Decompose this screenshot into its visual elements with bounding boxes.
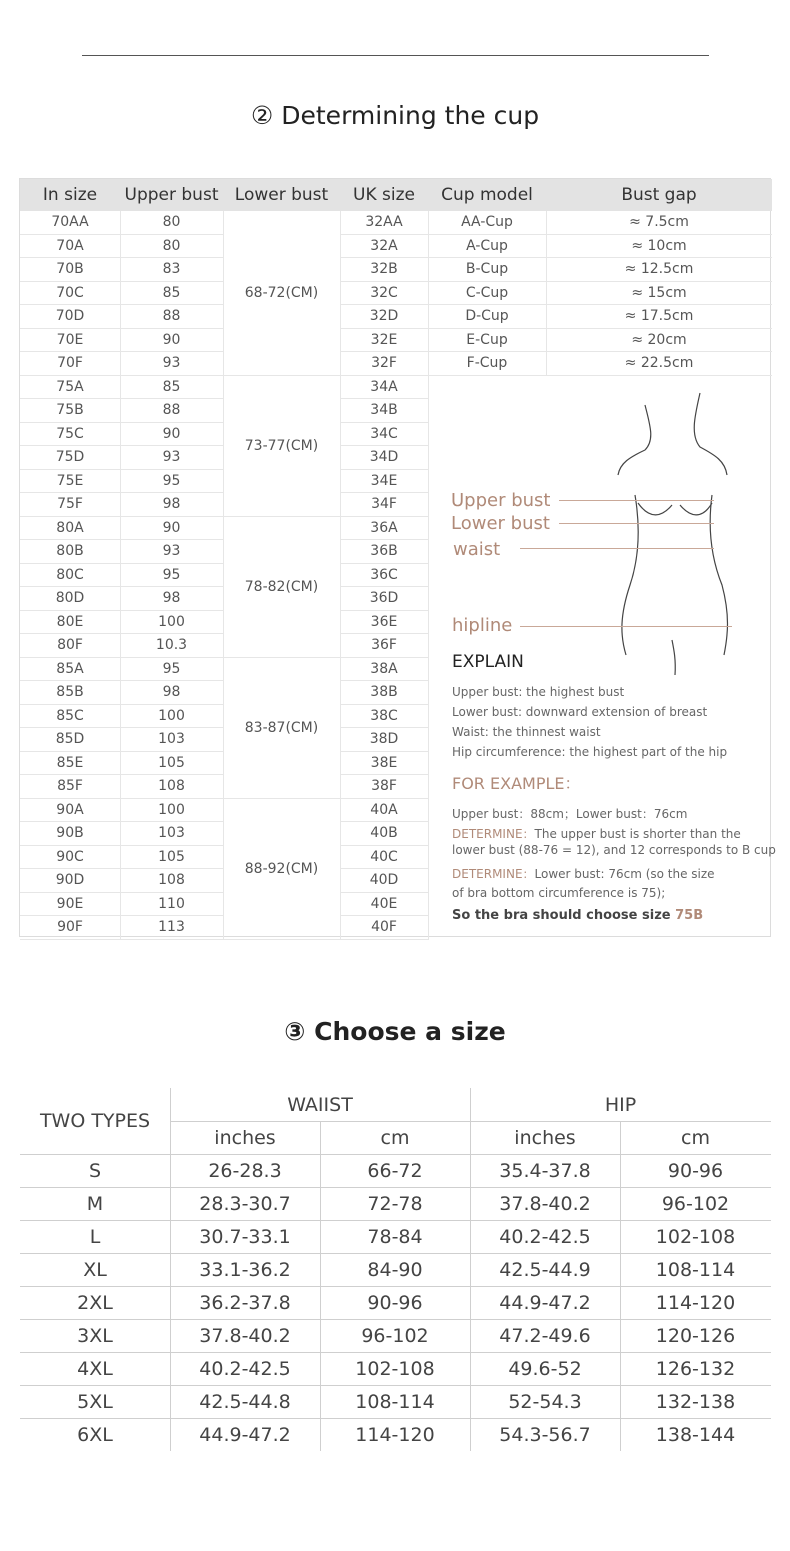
cup-table-cell: 103 — [120, 728, 223, 752]
sub-cm-header: cm — [380, 1126, 410, 1149]
cup-table-cell: 32D — [340, 305, 428, 329]
lower-bust-group: 68-72(CM) — [223, 211, 340, 376]
bust-gap-cell: ≈ 22.5cm — [546, 352, 772, 376]
top-divider — [82, 55, 709, 56]
cup-table-cell: 10.3 — [120, 634, 223, 658]
row-divider — [20, 1319, 771, 1320]
column-divider — [170, 1088, 171, 1451]
explain-line: Upper bust: the highest bust — [452, 685, 625, 699]
cup-table-cell: 70E — [20, 329, 120, 353]
cup-table-cell: 36B — [340, 540, 428, 564]
cup-table-cell: 90B — [20, 822, 120, 846]
waist-line — [520, 548, 714, 549]
cup-table-cell: 75E — [20, 470, 120, 494]
size-cell: 49.6-52 — [508, 1357, 582, 1380]
size-cell: 120-126 — [655, 1324, 736, 1347]
cup-table-cell: 32C — [340, 282, 428, 306]
size-cell: 26-28.3 — [208, 1159, 282, 1182]
size-cell: 54.3-56.7 — [499, 1423, 591, 1446]
cup-table-cell: 90C — [20, 846, 120, 870]
size-label: M — [86, 1192, 104, 1215]
size-cell: 42.5-44.8 — [199, 1390, 291, 1413]
cup-table-cell: 38F — [340, 775, 428, 799]
size-cell: 138-144 — [655, 1423, 736, 1446]
cup-table-cell: 70B — [20, 258, 120, 282]
size-cell: 40.2-42.5 — [199, 1357, 291, 1380]
cup-table-cell: 95 — [120, 564, 223, 588]
cup-table-cell: 85C — [20, 705, 120, 729]
lower-bust-line — [559, 523, 714, 524]
cup-table-cell: 40B — [340, 822, 428, 846]
lower-bust-group: 78-82(CM) — [223, 517, 340, 658]
size-cell: 96-102 — [661, 1192, 730, 1215]
cup-model-cell: C-Cup — [428, 282, 546, 306]
cup-table-cell: 70A — [20, 235, 120, 259]
size-label: L — [89, 1225, 101, 1248]
cup-table-cell: 36D — [340, 587, 428, 611]
sub-inches-header: inches — [214, 1126, 276, 1149]
header-upper-bust: Upper bust — [120, 179, 223, 211]
size-cell: 114-120 — [355, 1423, 435, 1446]
column-divider — [620, 1121, 621, 1451]
cup-table-cell: 40E — [340, 893, 428, 917]
cup-model-cell: E-Cup — [428, 329, 546, 353]
cup-model-cell: D-Cup — [428, 305, 546, 329]
size-cell: 114-120 — [655, 1291, 736, 1314]
row-divider — [20, 1352, 771, 1353]
cup-table-cell: 32E — [340, 329, 428, 353]
cup-table-cell: 75F — [20, 493, 120, 517]
cup-table-cell: 80C — [20, 564, 120, 588]
size-cell: 28.3-30.7 — [199, 1192, 291, 1215]
cup-table-cell: 98 — [120, 493, 223, 517]
cup-table-cell: 32A — [340, 235, 428, 259]
explain-line: Waist: the thinnest waist — [452, 725, 601, 739]
size-cell: 72-78 — [367, 1192, 423, 1215]
cup-table-cell: 80D — [20, 587, 120, 611]
size-cell: 108-114 — [655, 1258, 736, 1281]
conclusion-text: So the bra should choose size — [452, 908, 676, 923]
cup-table-cell: 34D — [340, 446, 428, 470]
cup-table-cell: 85B — [20, 681, 120, 705]
cup-table-cell: 90E — [20, 893, 120, 917]
lower-bust-group: 73-77(CM) — [223, 376, 340, 517]
cup-table-cell: 105 — [120, 752, 223, 776]
cup-table-cell: 38D — [340, 728, 428, 752]
size-label: S — [88, 1159, 102, 1182]
body-figure-illustration — [600, 385, 750, 685]
cup-table-cell: 85D — [20, 728, 120, 752]
size-cell: 132-138 — [655, 1390, 736, 1413]
size-cell: 90-96 — [367, 1291, 423, 1314]
row-divider — [20, 1220, 771, 1221]
cup-table-cell: 83 — [120, 258, 223, 282]
waist-header: WAIIST — [287, 1093, 353, 1116]
cup-table-cell: 85 — [120, 376, 223, 400]
determine-label: DETERMINE： — [452, 827, 535, 841]
size-label: XL — [83, 1258, 107, 1281]
cup-table-cell: 32B — [340, 258, 428, 282]
column-divider — [470, 1088, 471, 1451]
cup-table-cell: 93 — [120, 540, 223, 564]
explain-line: Lower bust: downward extension of breast — [452, 705, 708, 719]
cup-table-cell: 93 — [120, 446, 223, 470]
header-in-size: In size — [20, 179, 120, 211]
cup-table-cell: 103 — [120, 822, 223, 846]
determine-line-2a — [452, 865, 715, 882]
column-divider — [340, 211, 341, 940]
lower-bust-group: 83-87(CM) — [223, 658, 340, 799]
size-cell: 96-102 — [361, 1324, 429, 1347]
row-divider — [20, 1385, 771, 1386]
determine-line-2b: of bra bottom circumference is 75); — [452, 886, 666, 900]
cup-model-cell: B-Cup — [428, 258, 546, 282]
sub-cm-header: cm — [681, 1126, 710, 1149]
cup-table-cell: 70AA — [20, 211, 120, 235]
cup-table-cell: 80A — [20, 517, 120, 541]
size-cell: 90-96 — [667, 1159, 724, 1182]
cup-table-cell: 85F — [20, 775, 120, 799]
cup-table-cell: 95 — [120, 658, 223, 682]
cup-table-cell: 90F — [20, 916, 120, 940]
cup-table-cell: 75B — [20, 399, 120, 423]
bust-gap-cell: ≈ 12.5cm — [546, 258, 772, 282]
size-cell: 66-72 — [367, 1159, 423, 1182]
cup-table-cell: 98 — [120, 587, 223, 611]
cup-table-cell: 100 — [120, 799, 223, 823]
cup-table-cell: 38E — [340, 752, 428, 776]
cup-table-cell: 90D — [20, 869, 120, 893]
cup-table-cell: 80E — [20, 611, 120, 635]
size-label: 5XL — [77, 1390, 113, 1413]
row-divider — [20, 1418, 771, 1419]
cup-table-cell: 80 — [120, 235, 223, 259]
cup-table-cell: 32AA — [340, 211, 428, 235]
cup-table-cell: 80 — [120, 211, 223, 235]
cup-table-cell: 40D — [340, 869, 428, 893]
cup-table-cell: 105 — [120, 846, 223, 870]
cup-table-cell: 75A — [20, 376, 120, 400]
bust-gap-cell: ≈ 7.5cm — [546, 211, 772, 235]
section-title-cup: ② Determining the cup — [250, 101, 540, 130]
section-title-size: ③ Choose a size — [284, 1017, 506, 1046]
row-divider — [20, 1187, 771, 1188]
column-divider — [320, 1121, 321, 1451]
sub-inches-header: inches — [514, 1126, 576, 1149]
header-bust-gap: Bust gap — [546, 179, 772, 211]
cup-table-cell: 40F — [340, 916, 428, 940]
cup-table-cell: 38A — [340, 658, 428, 682]
cup-table-cell: 108 — [120, 775, 223, 799]
cup-table-cell: 85A — [20, 658, 120, 682]
cup-table-cell: 90 — [120, 423, 223, 447]
hip-header: HIP — [604, 1093, 637, 1116]
bust-gap-cell: ≈ 15cm — [546, 282, 772, 306]
cup-table-cell: 70F — [20, 352, 120, 376]
cup-table-cell: 34B — [340, 399, 428, 423]
column-divider — [120, 211, 121, 940]
cup-table-cell: 100 — [120, 611, 223, 635]
cup-table-cell: 36F — [340, 634, 428, 658]
cup-table-cell: 85 — [120, 282, 223, 306]
cup-table-cell: 38C — [340, 705, 428, 729]
lower-bust-group: 88-92(CM) — [223, 799, 340, 940]
explain-line: Hip circumference: the highest part of the hip — [452, 745, 728, 759]
cup-table-cell: 75C — [20, 423, 120, 447]
size-cell: 37.8-40.2 — [499, 1192, 591, 1215]
cup-table-cell: 70D — [20, 305, 120, 329]
size-label: 2XL — [77, 1291, 113, 1314]
size-cell: 44.9-47.2 — [199, 1423, 291, 1446]
cup-table-cell: 34A — [340, 376, 428, 400]
header-cup-model: Cup model — [428, 179, 546, 211]
cup-model-cell: A-Cup — [428, 235, 546, 259]
row-divider — [20, 1154, 771, 1155]
header-lower-bust: Lower bust — [223, 179, 340, 211]
size-cell: 33.1-36.2 — [199, 1258, 291, 1281]
conclusion — [452, 908, 703, 923]
label-lower-bust: Lower bust — [451, 513, 550, 534]
determine-text: Lower bust: 76cm (so the size — [534, 867, 715, 881]
cup-table-cell: 70C — [20, 282, 120, 306]
cup-table-cell: 85E — [20, 752, 120, 776]
cup-table-cell: 36C — [340, 564, 428, 588]
cup-table-cell: 36E — [340, 611, 428, 635]
cup-table-cell: 36A — [340, 517, 428, 541]
cup-table-cell: 93 — [120, 352, 223, 376]
cup-table-cell: 88 — [120, 399, 223, 423]
cup-table-cell: 34F — [340, 493, 428, 517]
size-cell: 30.7-33.1 — [199, 1225, 291, 1248]
size-cell: 126-132 — [655, 1357, 736, 1380]
example-line: Upper bust：88cm；Lower bust：76cm — [452, 807, 688, 821]
cup-table-cell: 113 — [120, 916, 223, 940]
size-cell: 102-108 — [655, 1225, 736, 1248]
column-divider — [223, 211, 224, 940]
cup-model-cell: F-Cup — [428, 352, 546, 376]
explain-title: EXPLAIN — [452, 652, 524, 672]
size-cell: 36.2-37.8 — [199, 1291, 291, 1314]
cup-table-cell: 75D — [20, 446, 120, 470]
hipline-line — [520, 626, 732, 627]
cup-table-cell: 90 — [120, 517, 223, 541]
header-uk-size: UK size — [340, 179, 428, 211]
cup-table-cell: 100 — [120, 705, 223, 729]
size-cell: 42.5-44.9 — [499, 1258, 591, 1281]
size-cell: 102-108 — [355, 1357, 435, 1380]
cup-table-cell: 38B — [340, 681, 428, 705]
example-title: FOR EXAMPLE： — [452, 774, 581, 793]
cup-table-cell: 40A — [340, 799, 428, 823]
conclusion-size: 75B — [675, 908, 704, 923]
bust-gap-cell: ≈ 10cm — [546, 235, 772, 259]
cup-table-cell: 80B — [20, 540, 120, 564]
cup-table-cell: 110 — [120, 893, 223, 917]
cup-model-cell: AA-Cup — [428, 211, 546, 235]
cup-table-cell: 34E — [340, 470, 428, 494]
determine-line-1b: lower bust (88-76 = 12), and 12 corresponds to B cup — [452, 843, 776, 857]
label-hipline: hipline — [452, 615, 513, 636]
size-cell: 108-114 — [355, 1390, 435, 1413]
determine-label: DETERMINE： — [452, 867, 535, 881]
determine-text: The upper bust is shorter than the — [534, 827, 741, 841]
size-cell: 78-84 — [367, 1225, 423, 1248]
cup-table-cell: 34C — [340, 423, 428, 447]
row-divider — [20, 1253, 771, 1254]
label-waist: waist — [453, 539, 501, 560]
column-divider — [546, 211, 547, 376]
size-label: 6XL — [77, 1423, 113, 1446]
size-cell: 52-54.3 — [508, 1390, 582, 1413]
bust-gap-cell: ≈ 17.5cm — [546, 305, 772, 329]
cup-table-cell: 40C — [340, 846, 428, 870]
row-divider — [20, 1286, 771, 1287]
size-cell: 44.9-47.2 — [499, 1291, 591, 1314]
cup-table-cell: 90 — [120, 329, 223, 353]
size-cell: 37.8-40.2 — [199, 1324, 291, 1347]
cup-table-cell: 80F — [20, 634, 120, 658]
upper-bust-line — [559, 500, 714, 501]
cup-table-cell: 108 — [120, 869, 223, 893]
size-label: 4XL — [77, 1357, 113, 1380]
size-label: 3XL — [77, 1324, 113, 1347]
size-cell: 40.2-42.5 — [499, 1225, 591, 1248]
cup-table-cell: 90A — [20, 799, 120, 823]
cup-table-cell: 95 — [120, 470, 223, 494]
size-cell: 47.2-49.6 — [499, 1324, 591, 1347]
size-cell: 35.4-37.8 — [499, 1159, 591, 1182]
determine-line-1a — [452, 825, 741, 842]
size-cell: 84-90 — [367, 1258, 423, 1281]
bust-gap-cell: ≈ 20cm — [546, 329, 772, 353]
label-upper-bust: Upper bust — [451, 490, 551, 511]
column-divider — [428, 211, 429, 940]
cup-table-cell: 88 — [120, 305, 223, 329]
cup-table-cell: 32F — [340, 352, 428, 376]
cup-table-cell: 98 — [120, 681, 223, 705]
corner-header: TWO TYPES — [39, 1110, 151, 1132]
